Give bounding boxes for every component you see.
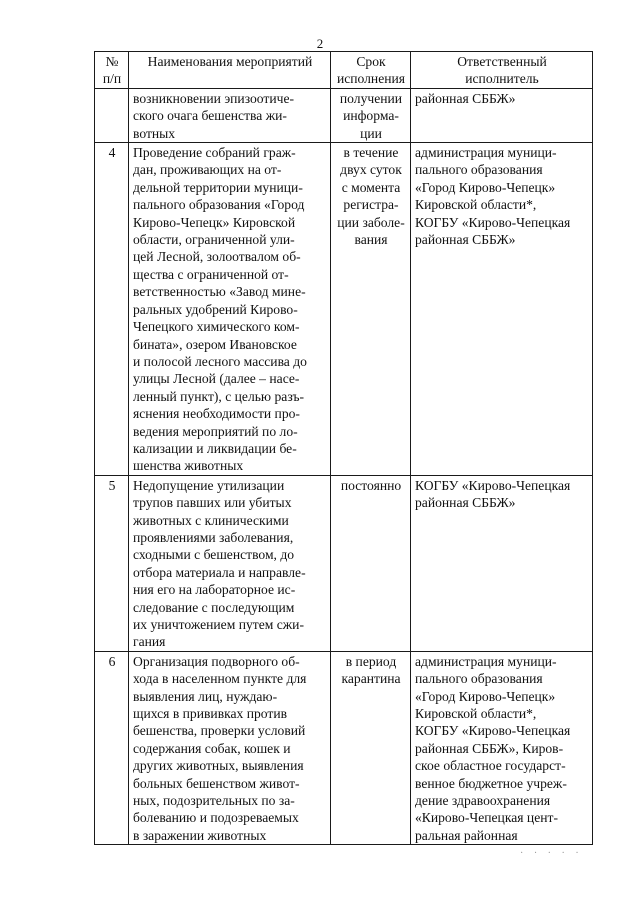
text-line: «Город Кирово-Чепецк» <box>415 688 556 704</box>
text-line: информа- <box>343 108 399 124</box>
text-line: районная СББЖ», Киров- <box>415 740 564 756</box>
text-line: болеванию и подозреваемых <box>133 810 299 826</box>
text-line: районная СББЖ» <box>415 232 516 248</box>
scan-artifact-dots: · · · · · <box>520 848 583 859</box>
text-line: щихся в прививках против <box>133 706 288 722</box>
text-line: ральных удобрений Кирово- <box>133 301 298 317</box>
text-line: кализации и ликвидации бе- <box>133 440 297 456</box>
text-line: ции заболе- <box>337 214 405 230</box>
text-line: Организация подворного об- <box>133 653 300 669</box>
text-line: щества с ограниченной от- <box>133 266 289 282</box>
text-line: пального образования «Город <box>133 197 305 213</box>
text-line: в период <box>345 653 397 669</box>
text-line: вания <box>354 232 388 248</box>
text-line: ральная районная <box>415 827 518 843</box>
activity-responsible <box>411 651 593 844</box>
text-line: ных, подозрительных по за- <box>133 793 295 809</box>
text-line: шенства животных <box>133 458 244 474</box>
text-line: КОГБУ «Кирово-Чепецкая <box>415 477 571 493</box>
text-line: регистра- <box>343 197 399 213</box>
page-number: 2 <box>316 36 324 51</box>
text-line: Чепецкого химического ком- <box>133 319 300 335</box>
header-responsible <box>411 52 593 89</box>
activity-responsible <box>411 143 593 476</box>
text-line: возникновении эпизоотиче- <box>133 90 295 106</box>
row-number: 5 <box>95 475 129 651</box>
activity-term <box>331 651 411 844</box>
activity-name <box>129 651 331 844</box>
table-row <box>95 88 593 142</box>
text-line: бешенства, проверки условий <box>133 723 306 739</box>
text-line: отбора материала и направле- <box>133 564 306 580</box>
activity-term <box>331 143 411 476</box>
activity-term <box>331 88 411 142</box>
text-line: дельной территории муници- <box>133 179 303 195</box>
text-line: дение здравоохранения <box>415 793 551 809</box>
header-line: № <box>105 54 119 69</box>
table-row <box>95 143 593 476</box>
text-line: КОГБУ «Кирово-Чепецкая <box>415 723 571 739</box>
text-line: ветственностью «Завод мине- <box>133 284 306 300</box>
text-line: районная СББЖ» <box>415 90 516 106</box>
table-header-row <box>95 52 593 89</box>
text-line: бината», озером Ивановское <box>133 336 297 352</box>
header-activity-name <box>129 52 331 89</box>
row-number: 6 <box>95 651 129 844</box>
text-line: яснения необходимости про- <box>133 406 300 422</box>
header-line: исполнения <box>336 71 406 87</box>
text-line: хода в населенном пункте для <box>133 671 307 687</box>
header-line: Срок <box>356 54 386 69</box>
text-line: администрация муници- <box>415 145 557 161</box>
text-line: области, ограниченной ули- <box>133 232 295 248</box>
text-line: Кирово-Чепецк» Кировской <box>133 214 296 230</box>
text-line: в заражении животных <box>133 827 267 843</box>
header-number <box>95 52 129 89</box>
text-line: карантина <box>341 671 401 687</box>
text-line: и полосой лесного массива до <box>133 353 307 369</box>
text-line: трупов павших или убитых <box>133 495 292 511</box>
text-line: получении <box>339 90 403 106</box>
text-line: двух суток <box>340 162 402 178</box>
text-line: администрация муници- <box>415 653 557 669</box>
text-line: пального образования <box>415 671 543 687</box>
activities-table <box>94 51 593 845</box>
text-line: цей Лесной, золоотвалом об- <box>133 249 301 265</box>
text-line: их уничтожением путем сжи- <box>133 617 304 632</box>
row-number <box>95 88 129 142</box>
text-line: выявления лиц, нуждаю- <box>133 688 278 704</box>
text-line: проявлениями заболевания, <box>133 529 294 545</box>
text-line: районная СББЖ» <box>415 495 516 511</box>
text-line: ское областное государст- <box>415 758 566 774</box>
text-line: Кировской области*, <box>415 706 537 722</box>
table-row <box>95 475 593 651</box>
text-line: «Кирово-Чепецкая цент- <box>415 810 558 826</box>
text-line: Проведение собраний граж- <box>133 145 296 161</box>
text-line: ского очага бешенства жи- <box>133 108 287 124</box>
text-line: ленный пункт), с целью разъ- <box>133 388 305 404</box>
text-line: с момента <box>341 179 401 195</box>
header-line: п/п <box>102 71 122 87</box>
activity-responsible <box>411 88 593 142</box>
text-line: больных бешенством живот- <box>133 775 300 791</box>
text-line: сходными с бешенством, до <box>133 547 295 563</box>
text-line: других животных, выявления <box>133 758 304 774</box>
text-line: животных с клиническими <box>133 512 289 528</box>
header-line: Ответственный <box>457 54 547 69</box>
text-line: ведения мероприятий по ло- <box>133 423 298 439</box>
text-line: в течение <box>343 145 399 161</box>
activity-name <box>129 143 331 476</box>
text-line: гания <box>133 634 166 650</box>
text-line: дан, проживающих на от- <box>133 162 282 178</box>
text-line: Кировской области*, <box>415 197 537 213</box>
text-line: вотных <box>133 125 176 141</box>
header-line: Наименования мероприятий <box>147 54 313 69</box>
activity-name <box>129 475 331 651</box>
text-line: ции <box>360 125 382 141</box>
table-row <box>95 651 593 844</box>
text-line: пального образования <box>415 162 543 178</box>
text-line: венное бюджетное учреж- <box>415 775 567 791</box>
text-line: Недопущение утилизации <box>133 477 285 493</box>
activity-term <box>331 475 411 651</box>
activity-name <box>129 88 331 142</box>
text-line: содержания собак, кошек и <box>133 740 291 756</box>
header-line: исполнитель <box>465 71 539 87</box>
text-line: улицы Лесной (далее – насе- <box>133 371 300 387</box>
header-term <box>331 52 411 89</box>
row-number: 4 <box>95 143 129 476</box>
text-line: следование с последующим <box>133 599 295 615</box>
text-line: «Город Кирово-Чепецк» <box>415 179 556 195</box>
text-line: постоянно <box>340 477 402 493</box>
text-line: КОГБУ «Кирово-Чепецкая <box>415 214 571 230</box>
activity-responsible <box>411 475 593 651</box>
text-line: ния его на лабораторное ис- <box>133 582 296 598</box>
